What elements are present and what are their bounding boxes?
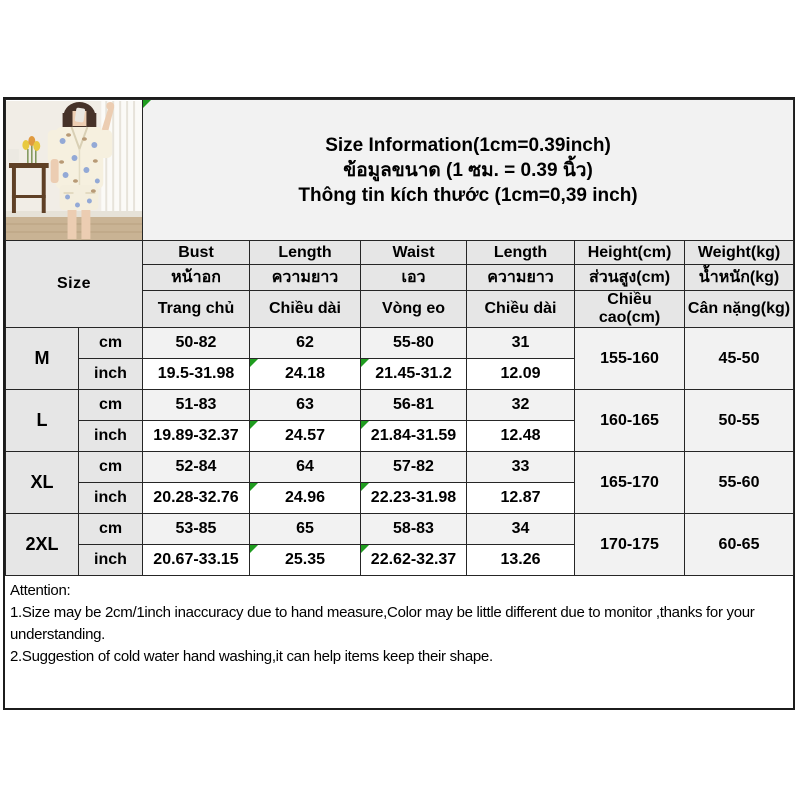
value-cell: 53-85 xyxy=(143,514,250,545)
size-info-title-cell xyxy=(143,100,794,241)
height-cell: 165-170 xyxy=(575,452,685,514)
value-cell: 12.09 xyxy=(467,359,575,390)
unit-cell: cm xyxy=(79,390,143,421)
value-cell: 57-82 xyxy=(361,452,467,483)
value-cell: 21.45-31.2 xyxy=(361,359,467,390)
header-length2-en: Length xyxy=(467,241,575,265)
excel-flag-icon xyxy=(361,421,369,429)
table-row-l-cm xyxy=(6,390,794,421)
value-cell: 20.67-33.15 xyxy=(143,545,250,576)
excel-flag-icon xyxy=(361,359,369,367)
header-weight-en: Weight(kg) xyxy=(685,241,794,265)
title-line-vi: Thông tin kích thước (1cm=0,39 inch) xyxy=(298,184,638,206)
header-height-vi: Chiều cao(cm) xyxy=(575,291,685,328)
size-header: Size xyxy=(6,241,143,328)
weight-cell: 50-55 xyxy=(685,390,794,452)
height-cell: 160-165 xyxy=(575,390,685,452)
table-row-2xl-cm xyxy=(6,514,794,545)
header-bust-th: หน้าอก xyxy=(143,265,250,291)
unit-cell: cm xyxy=(79,514,143,545)
value-cell: 24.96 xyxy=(250,483,361,514)
value-cell: 12.48 xyxy=(467,421,575,452)
header-length-vi: Chiều dài xyxy=(250,291,361,328)
product-photo xyxy=(6,100,143,241)
value-cell: 58-83 xyxy=(361,514,467,545)
value-cell: 20.28-32.76 xyxy=(143,483,250,514)
attention-heading: Attention: xyxy=(10,582,71,599)
attention-note-1: 1.Size may be 2cm/1inch inaccuracy due to hand measure,Color may be little different due to monitor ,thanks for your understanding. xyxy=(10,604,755,643)
unit-cell: inch xyxy=(79,421,143,452)
excel-flag-icon xyxy=(143,100,151,108)
height-cell: 155-160 xyxy=(575,328,685,390)
value-cell: 19.89-32.37 xyxy=(143,421,250,452)
value-cell: 22.23-31.98 xyxy=(361,483,467,514)
header-bust-vi: Trang chủ xyxy=(143,291,250,328)
header-waist-th: เอว xyxy=(361,265,467,291)
excel-flag-icon xyxy=(250,421,258,429)
value-cell: 62 xyxy=(250,328,361,359)
excel-flag-icon xyxy=(250,545,258,553)
header-row-en xyxy=(6,241,794,265)
value-cell: 63 xyxy=(250,390,361,421)
weight-cell: 60-65 xyxy=(685,514,794,576)
weight-cell: 55-60 xyxy=(685,452,794,514)
attention-notes xyxy=(5,576,793,708)
header-waist-en: Waist xyxy=(361,241,467,265)
value-cell: 31 xyxy=(467,328,575,359)
value-cell: 24.18 xyxy=(250,359,361,390)
value-cell: 51-83 xyxy=(143,390,250,421)
size-table xyxy=(5,99,794,576)
header-weight-vi: Cân nặng(kg) xyxy=(685,291,794,328)
excel-flag-icon xyxy=(250,483,258,491)
unit-cell: cm xyxy=(79,328,143,359)
header-length2-th: ความยาว xyxy=(467,265,575,291)
table-row-xl-cm xyxy=(6,452,794,483)
header-height-en: Height(cm) xyxy=(575,241,685,265)
size-name-cell: 2XL xyxy=(6,514,79,576)
header-height-th: ส่วนสูง(cm) xyxy=(575,265,685,291)
value-cell: 33 xyxy=(467,452,575,483)
attention-note-2: 2.Suggestion of cold water hand washing,it can help items keep their shape. xyxy=(10,648,493,665)
unit-cell: inch xyxy=(79,359,143,390)
value-cell: 13.26 xyxy=(467,545,575,576)
value-cell: 32 xyxy=(467,390,575,421)
table-row-m-cm xyxy=(6,328,794,359)
value-cell: 55-80 xyxy=(361,328,467,359)
title-line-en: Size Information(1cm=0.39inch) xyxy=(325,134,611,156)
value-cell: 19.5-31.98 xyxy=(143,359,250,390)
top-row xyxy=(6,100,794,241)
header-length-th: ความยาว xyxy=(250,265,361,291)
size-name-cell: XL xyxy=(6,452,79,514)
value-cell: 22.62-32.37 xyxy=(361,545,467,576)
height-cell: 170-175 xyxy=(575,514,685,576)
header-waist-vi: Vòng eo xyxy=(361,291,467,328)
excel-flag-icon xyxy=(361,483,369,491)
value-cell: 12.87 xyxy=(467,483,575,514)
unit-cell: inch xyxy=(79,545,143,576)
size-name-cell: L xyxy=(6,390,79,452)
value-cell: 25.35 xyxy=(250,545,361,576)
size-chart-panel xyxy=(3,97,795,710)
value-cell: 34 xyxy=(467,514,575,545)
model-photo-illustration xyxy=(6,101,142,240)
unit-cell: cm xyxy=(79,452,143,483)
value-cell: 52-84 xyxy=(143,452,250,483)
value-cell: 21.84-31.59 xyxy=(361,421,467,452)
excel-flag-icon xyxy=(250,359,258,367)
header-length2-vi: Chiều dài xyxy=(467,291,575,328)
value-cell: 56-81 xyxy=(361,390,467,421)
value-cell: 50-82 xyxy=(143,328,250,359)
header-length-en: Length xyxy=(250,241,361,265)
value-cell: 24.57 xyxy=(250,421,361,452)
weight-cell: 45-50 xyxy=(685,328,794,390)
excel-flag-icon xyxy=(361,545,369,553)
header-bust-en: Bust xyxy=(143,241,250,265)
header-weight-th: น้ำหนัก(kg) xyxy=(685,265,794,291)
unit-cell: inch xyxy=(79,483,143,514)
size-name-cell: M xyxy=(6,328,79,390)
value-cell: 65 xyxy=(250,514,361,545)
title-line-th: ข้อมูลขนาด (1 ซม. = 0.39 นิ้ว) xyxy=(343,159,593,181)
value-cell: 64 xyxy=(250,452,361,483)
